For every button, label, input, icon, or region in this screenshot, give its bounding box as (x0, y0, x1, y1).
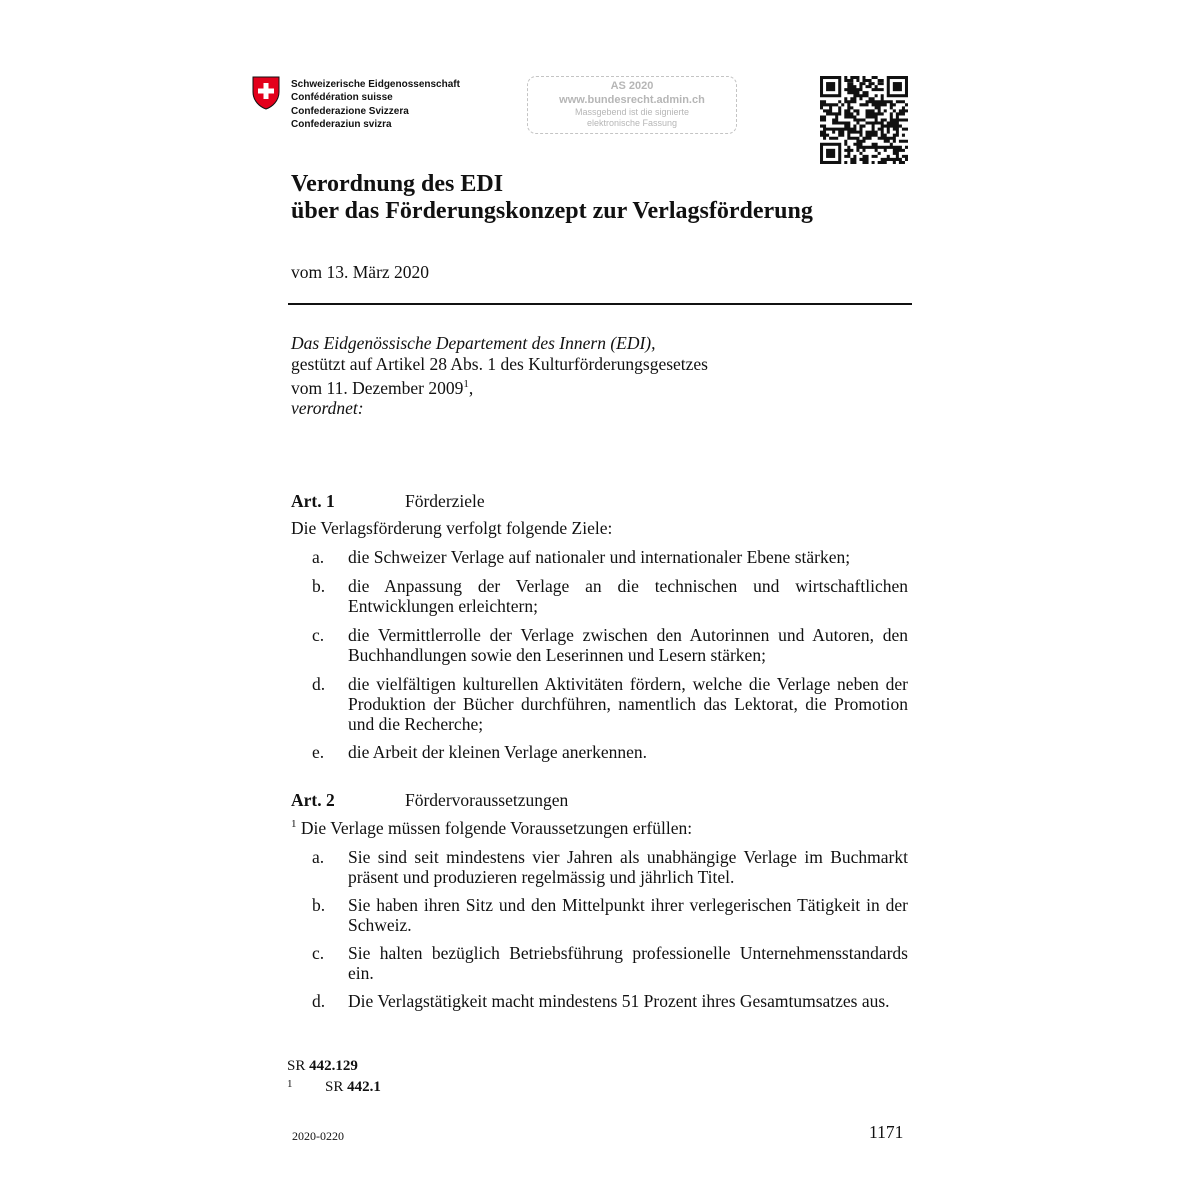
footnote-text: SR 442.1 (325, 1079, 381, 1095)
list-text: die Anpassung der Verlage an die technischen und wirtschaftlichen Entwicklungen erleichtern; (348, 576, 908, 616)
list-text: die vielfältigen kulturellen Aktivitäten fördern, welche die Verlage neben der Produktion der Bücher durchführen, namentlich das Lektorat, die Promotion und die Recherche; (348, 674, 908, 734)
list-text: Sie halten bezüglich Betriebsführung professionelle Unternehmensstandards ein. (348, 943, 908, 983)
article-1-intro: Die Verlagsförderung verfolgt folgende Ziele: (291, 518, 613, 538)
confederation-name-it: Confederazione Svizzera (291, 105, 409, 117)
confederation-name-rm: Confederaziun svizra (291, 118, 392, 130)
title-line-1: Verordnung des EDI (291, 171, 504, 197)
list-marker: a. (312, 547, 325, 567)
official-publication-stamp (527, 76, 737, 134)
article-2-number: Art. 2 (291, 790, 335, 810)
article-2-intro: $^1$ Die Verlage müssen folgende Voraussetzungen erfüllen: (291, 818, 693, 838)
swiss-shield-logo (252, 76, 280, 110)
ordinance-date: vom 13. März 2020 (291, 262, 430, 282)
list-text: die Vermittlerrolle der Verlage zwischen den Autorinnen und Autoren, den Buchhandlungen sowie den Leserinnen und Lesern stärken; (348, 625, 908, 665)
stamp-collection: AS 2020 (610, 80, 654, 92)
article-2-title: Fördervoraussetzungen (405, 790, 569, 810)
confederation-name-fr: Confédération suisse (291, 92, 393, 104)
preamble-basis-line-2: vom 11. Dezember 2009$^1$, (291, 377, 474, 398)
confederation-name-de: Schweizerische Eidgenossenschaft (291, 79, 460, 90)
article-1-title: Förderziele (405, 491, 485, 511)
page-number: 1171 (869, 1122, 904, 1142)
preamble (291, 333, 708, 419)
stamp-note-2: elektronische Fassung (586, 118, 678, 128)
qr-code (820, 76, 908, 164)
document-code: 2020-0220 (292, 1129, 344, 1143)
title-line-2: über das Förderungskonzept zur Verlagsförderung (291, 198, 813, 224)
footnote (287, 1078, 381, 1096)
preamble-authority: Das Eidgenössische Departement des Innern (EDI), (291, 333, 656, 353)
preamble-decrees: verordnet: (291, 398, 364, 419)
list-text: Die Verlagstätigkeit macht mindestens 51 Prozent ihres Gesamtumsatzes aus. (348, 991, 890, 1011)
stamp-url: www.bundesrecht.admin.ch (559, 94, 705, 106)
footnote-number: 1 (287, 1078, 293, 1090)
title-divider (288, 303, 912, 305)
stamp-note-1: Massgebend ist die signierte (574, 107, 690, 117)
list-text: die Arbeit der kleinen Verlage anerkennen. (348, 742, 647, 762)
footnote-ref: 1 (463, 378, 469, 390)
preamble-basis-line-1: gestützt auf Artikel 28 Abs. 1 des Kulturförderungsgesetzes (291, 353, 708, 374)
list-marker: d. (312, 991, 326, 1011)
sr-number: SR 442.129 (287, 1058, 358, 1074)
list-marker: c. (312, 625, 325, 645)
article-1-number: Art. 1 (291, 491, 335, 511)
paragraph-number: 1 (291, 818, 297, 831)
list-text: Sie sind seit mindestens vier Jahren als unabhängige Verlage im Buchmarkt präsent und produzieren regelmässig und jährlich Titel. (348, 847, 908, 887)
list-marker: e. (312, 742, 325, 762)
list-marker: c. (312, 943, 325, 963)
list-text: Sie haben ihren Sitz und den Mittelpunkt ihrer verlegerischen Tätigkeit in der Schweiz. (348, 895, 908, 935)
ordinance-title (291, 171, 813, 225)
list-marker: d. (312, 674, 326, 694)
list-text: die Schweizer Verlage auf nationaler und internationaler Ebene stärken; (348, 547, 851, 567)
confederation-names (291, 78, 460, 131)
list-marker: a. (312, 847, 325, 867)
list-marker: b. (312, 576, 326, 596)
list-marker: b. (312, 895, 326, 915)
